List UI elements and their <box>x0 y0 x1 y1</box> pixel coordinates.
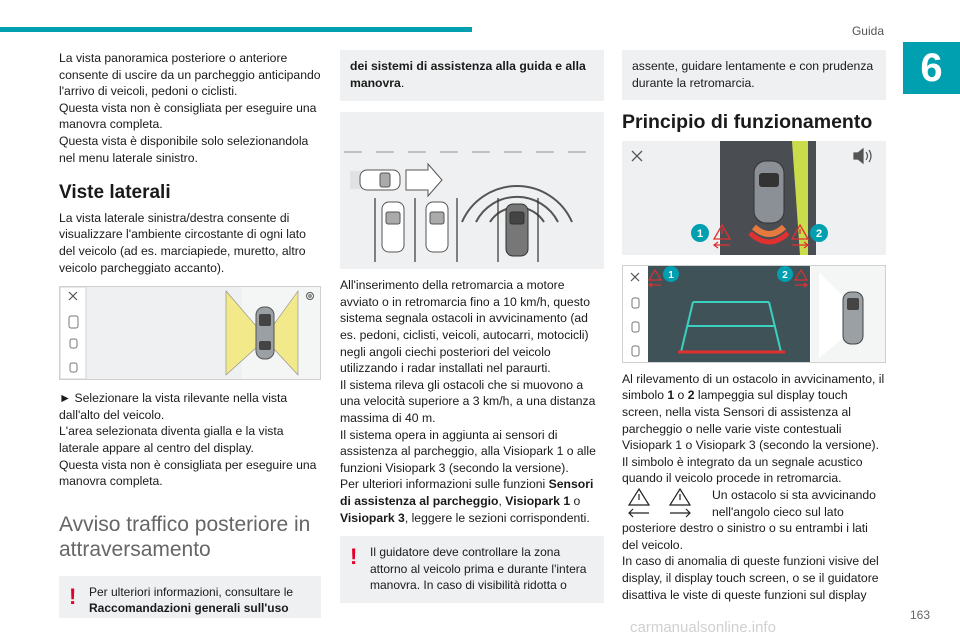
body-text <box>622 371 886 603</box>
warning-text: Per ulteriori informazioni, consultare le <box>89 584 294 599</box>
paragraph: Il sistema rileva gli ostacoli che si muovono a una velocità superiore a 3 km/h, a una distanza massima di 40 m. <box>340 377 596 425</box>
warning-icon: ! <box>350 544 358 570</box>
warning-text-bold: Raccomandazioni generali sull'uso <box>89 601 289 616</box>
warning-continued <box>622 50 886 100</box>
paragraph: L'area selezionata diventa gialla e la vista laterale appare al centro del display. <box>59 424 284 455</box>
heading-lateral-views: Viste laterali <box>59 182 171 204</box>
close-icon <box>632 151 642 161</box>
paragraph: nell'angolo cieco sul lato posteriore destro o sinistro o su entrambi i lati del veicolo. <box>622 504 868 552</box>
body-text <box>340 277 604 526</box>
rcta-diagram <box>340 112 604 269</box>
badge-1 <box>663 266 679 282</box>
header-accent-bar <box>0 27 472 32</box>
svg-text:1: 1 <box>696 227 704 240</box>
column-1 <box>59 50 321 626</box>
paragraph: Il sistema opera in aggiunta ai sensori di assistenza al parcheggio, alla Visiopark 1 o alle funzioni Visiopark 3 (secondo la versione). <box>340 427 596 475</box>
paragraph: Questa vista non è consigliata per eseguire una manovra completa. <box>59 457 317 489</box>
column-3 <box>622 50 886 603</box>
badge-1 <box>691 224 709 242</box>
reversing-car <box>506 204 528 256</box>
chapter-number: 6 <box>903 42 960 94</box>
paragraph: Per ulteriori informazioni sulle funzioni Sensori di assistenza al parcheggio, Visiopark 1 o Visiopark 3, leggere le sezioni corrispondenti. <box>340 477 594 525</box>
camera-view-diagram <box>623 266 885 362</box>
page-number: 163 <box>909 608 930 622</box>
warning-box <box>340 536 604 603</box>
paragraph: assente, guidare lentamente e con prudenza durante la retromarcia. <box>632 59 874 90</box>
paragraph: Il simbolo è integrato da un segnale acustico quando il veicolo procede in retromarcia. <box>622 454 863 486</box>
section-title: Guida <box>851 24 884 38</box>
heading-rcta: Avviso traffico posteriore in attraversamento <box>59 512 311 561</box>
rcta-figure <box>340 112 604 269</box>
svg-text:2: 2 <box>782 269 788 281</box>
approaching-car <box>350 170 400 190</box>
rcta-left-symbol-icon <box>629 489 649 517</box>
principle-figure-2 <box>622 265 886 363</box>
badge-2 <box>810 224 828 242</box>
paragraph: La vista panoramica posteriore o anteriore consente di uscire da un parcheggio anticipando l'arrivo di veicoli, pedoni o ciclisti. <box>59 51 321 99</box>
paragraph: In caso di anomalia di queste funzioni visive del display, il display touch screen, o se il guidatore disattiva le viste di queste funzioni sul display <box>622 554 879 602</box>
badge-2 <box>777 266 793 282</box>
warning-continued: dei sistemi di assistenza alla guida e alla manovra. <box>340 50 604 101</box>
lateral-view-diagram <box>60 287 320 379</box>
footer <box>0 618 960 640</box>
column-2 <box>340 50 604 603</box>
paragraph: All'inserimento della retromarcia a motore avviato o in retromarcia fino a 10 km/h, questo sistema segnala ostacoli in avvicinamento (ad es. pedoni, ciclisti, veicoli, autocarri, motocicli) negli angoli ciechi posteriori del veicolo utilizzando i radar installati nel paraurti. <box>340 278 590 376</box>
direction-arrow <box>406 164 442 196</box>
heading-principle: Principio di funzionamento <box>622 111 873 134</box>
watermark: carmanualsonline.info <box>630 619 776 636</box>
principle-figure-1 <box>622 141 886 255</box>
lateral-view-figure <box>59 286 321 380</box>
warning-icon: ! <box>69 583 77 609</box>
rcta-symbols <box>622 487 702 521</box>
rcta-right-symbol-icon <box>670 489 690 517</box>
paragraph: Questa vista non è consigliata per eseguire una manovra completa. <box>59 100 317 132</box>
sensor-view-diagram <box>622 141 886 255</box>
bold-text: dei sistemi di assistenza alla guida e alla manovra <box>350 59 586 90</box>
symbol-explanation <box>622 487 886 504</box>
parked-car-2 <box>426 202 448 252</box>
paragraph: Al rilevamento di un ostacolo in avvicinamento, il simbolo 1 o 2 lampeggia sul display touch screen, nella vista Sensori di assistenza al parcheggio o nelle varie viste contestuali Visiopark 1 o Visiopark 3 (secondo la versione). <box>622 371 885 453</box>
paragraph: Un ostacolo si sta avvicinando <box>712 487 876 502</box>
paragraph: La vista laterale sinistra/destra consente di visualizzare l'ambiente circostante di ogni lato del veicolo (ad es. marciapiede, muretto, altro veicolo parcheggiato accanto). <box>59 210 306 275</box>
paragraph: ► Selezionare la vista rilevante nella vista dall'alto del veicolo. <box>59 391 288 422</box>
svg-text:2: 2 <box>815 227 823 240</box>
svg-text:1: 1 <box>668 269 674 281</box>
parked-car-1 <box>382 202 404 252</box>
warning-text: Il guidatore deve controllare la zona attorno al veicolo prima e durante l'intera manovra. In caso di visibilità ridotta o <box>370 545 587 593</box>
speaker-icon <box>854 149 871 163</box>
paragraph: Questa vista è disponibile solo selezionandola nel menu laterale sinistro. <box>59 133 309 165</box>
